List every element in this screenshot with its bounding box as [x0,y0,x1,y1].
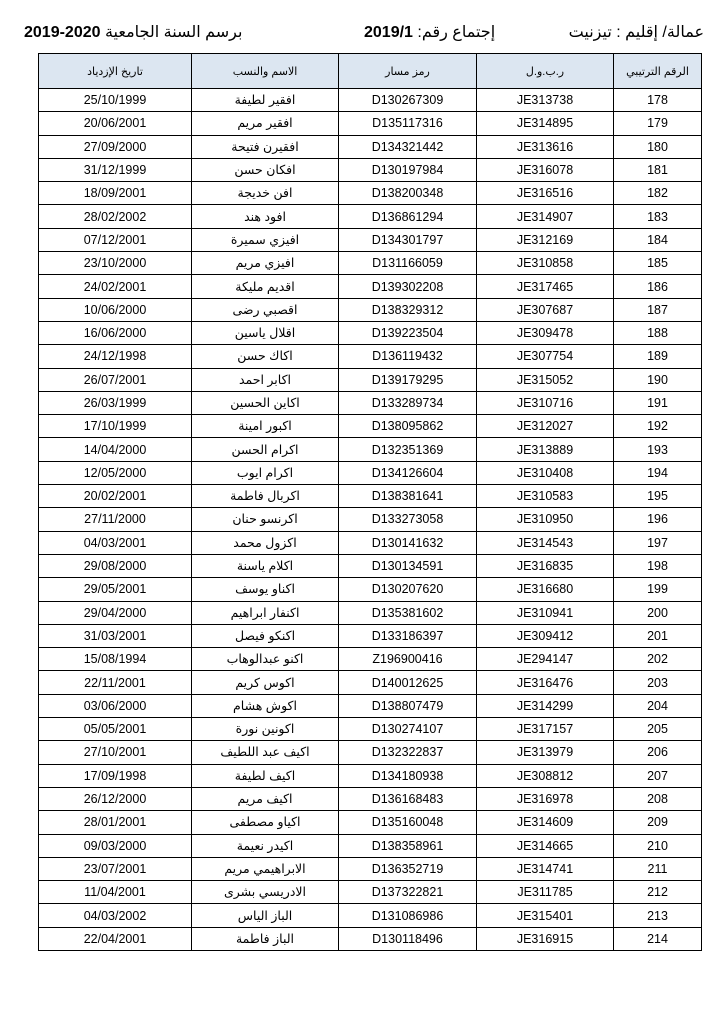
massar-code-cell: D134301797 [339,228,477,251]
table-row [39,205,702,228]
order-number-cell: 185 [614,252,702,275]
cin-cell: JE311785 [477,881,614,904]
table-row [39,881,702,904]
name-cell: اكوش هشام [192,694,339,717]
cin-cell: JE310950 [477,508,614,531]
massar-code-cell: D133186397 [339,624,477,647]
cin-cell: JE313616 [477,135,614,158]
order-number-cell: 203 [614,671,702,694]
order-number-cell: 196 [614,508,702,531]
table-row [39,601,702,624]
order-number-cell: 186 [614,275,702,298]
cin-cell: JE294147 [477,648,614,671]
order-number-cell: 189 [614,345,702,368]
massar-code-cell: D132322837 [339,741,477,764]
name-cell: اكاين الحسين [192,391,339,414]
cin-cell: JE312169 [477,228,614,251]
cin-cell: JE313889 [477,438,614,461]
name-cell: اكيدر نعيمة [192,834,339,857]
table-row [39,415,702,438]
cin-cell: JE310408 [477,461,614,484]
table-row [39,275,702,298]
massar-code-cell: D138807479 [339,694,477,717]
table-row [39,158,702,181]
massar-code-cell: D138329312 [339,298,477,321]
name-cell: اكونين نورة [192,718,339,741]
cin-cell: JE314299 [477,694,614,717]
name-cell: اكناو يوسف [192,578,339,601]
cin-cell: JE315052 [477,368,614,391]
name-cell: افقيرن فتيحة [192,135,339,158]
cin-cell: JE315401 [477,904,614,927]
massar-code-cell: D130197984 [339,158,477,181]
table-row [39,904,702,927]
order-number-cell: 199 [614,578,702,601]
table-row [39,321,702,344]
massar-code-cell: Z196900416 [339,648,477,671]
table-row [39,764,702,787]
birth-date-cell: 17/10/1999 [39,415,192,438]
name-cell: الادريسي بشرى [192,881,339,904]
order-number-cell: 208 [614,787,702,810]
name-cell: الابراهيمي مريم [192,857,339,880]
massar-code-cell: D138381641 [339,485,477,508]
cin-cell: JE316915 [477,927,614,950]
table-row [39,182,702,205]
name-cell: اكرنسو حنان [192,508,339,531]
birth-date-cell: 22/04/2001 [39,927,192,950]
birth-date-cell: 29/08/2000 [39,554,192,577]
table-row [39,112,702,135]
massar-code-cell: D136168483 [339,787,477,810]
name-cell: افن خديجة [192,182,339,205]
table-row [39,345,702,368]
table-row [39,787,702,810]
prefecture-label: عمالة/ إقليم : تيزنيت [568,24,704,41]
birth-date-cell: 29/05/2001 [39,578,192,601]
academic-year-label: برسم السنة الجامعية [104,24,243,41]
order-number-cell: 195 [614,485,702,508]
table-row [39,554,702,577]
cin-cell: JE317157 [477,718,614,741]
name-cell: اقصبي رضى [192,298,339,321]
order-number-cell: 214 [614,927,702,950]
name-cell: افقير مريم [192,112,339,135]
order-number-cell: 207 [614,764,702,787]
massar-code-cell: D130267309 [339,89,477,112]
massar-code-cell: D134321442 [339,135,477,158]
name-cell: الباز فاطمة [192,927,339,950]
order-number-cell: 211 [614,857,702,880]
order-number-cell: 187 [614,298,702,321]
birth-date-cell: 28/01/2001 [39,811,192,834]
massar-code-cell: D140012625 [339,671,477,694]
cin-cell: JE317465 [477,275,614,298]
cin-cell: JE314895 [477,112,614,135]
order-number-cell: 201 [614,624,702,647]
table-row [39,485,702,508]
cin-cell: JE312027 [477,415,614,438]
massar-code-cell: D134180938 [339,764,477,787]
birth-date-cell: 23/07/2001 [39,857,192,880]
cin-cell: JE316835 [477,554,614,577]
birth-date-cell: 26/03/1999 [39,391,192,414]
order-number-cell: 209 [614,811,702,834]
massar-code-cell: D133273058 [339,508,477,531]
cin-cell: JE314741 [477,857,614,880]
academic-year [24,20,242,46]
order-number-cell: 197 [614,531,702,554]
cin-cell: JE310716 [477,391,614,414]
name-cell: اكيف عبد اللطيف [192,741,339,764]
table-row [39,531,702,554]
column-header-massar-code: رمز مسار [339,54,477,89]
column-header-order-number: الرقم الترتيبي [614,54,702,89]
table-row [39,671,702,694]
massar-code-cell: D134126604 [339,461,477,484]
name-cell: اكياو مصطفى [192,811,339,834]
table-row [39,741,702,764]
cin-cell: JE316516 [477,182,614,205]
birth-date-cell: 27/10/2001 [39,741,192,764]
name-cell: اكنفار ابراهيم [192,601,339,624]
order-number-cell: 210 [614,834,702,857]
birth-date-cell: 18/09/2001 [39,182,192,205]
birth-date-cell: 24/02/2001 [39,275,192,298]
massar-code-cell: D138095862 [339,415,477,438]
birth-date-cell: 04/03/2002 [39,904,192,927]
name-cell: اكنو عبدالوهاب [192,648,339,671]
cin-cell: JE316078 [477,158,614,181]
massar-code-cell: D136352719 [339,857,477,880]
order-number-cell: 188 [614,321,702,344]
birth-date-cell: 04/03/2001 [39,531,192,554]
name-cell: اكلام ياسنة [192,554,339,577]
name-cell: افيزي سميرة [192,228,339,251]
massar-code-cell: D130274107 [339,718,477,741]
order-number-cell: 183 [614,205,702,228]
name-cell: اكربال فاطمة [192,485,339,508]
birth-date-cell: 26/12/2000 [39,787,192,810]
birth-date-cell: 09/03/2000 [39,834,192,857]
cin-cell: JE307687 [477,298,614,321]
birth-date-cell: 28/02/2002 [39,205,192,228]
birth-date-cell: 20/02/2001 [39,485,192,508]
table-row [39,438,702,461]
cin-cell: JE309478 [477,321,614,344]
cin-cell: JE316680 [477,578,614,601]
name-cell: افود هند [192,205,339,228]
table-row [39,857,702,880]
birth-date-cell: 03/06/2000 [39,694,192,717]
massar-code-cell: D133289734 [339,391,477,414]
name-cell: اكيف لطيفة [192,764,339,787]
table-row [39,391,702,414]
order-number-cell: 193 [614,438,702,461]
massar-code-cell: D139223504 [339,321,477,344]
name-cell: اكابر احمد [192,368,339,391]
name-cell: افقير لطيفة [192,89,339,112]
massar-code-cell: D139302208 [339,275,477,298]
cin-cell: JE310941 [477,601,614,624]
massar-code-cell: D136861294 [339,205,477,228]
column-header-birth-date: تاريخ الإزدياد [39,54,192,89]
cin-cell: JE307754 [477,345,614,368]
birth-date-cell: 27/11/2000 [39,508,192,531]
birth-date-cell: 16/06/2000 [39,321,192,344]
massar-code-cell: D131166059 [339,252,477,275]
birth-date-cell: 20/06/2001 [39,112,192,135]
table-row [39,624,702,647]
order-number-cell: 200 [614,601,702,624]
academic-year-value: 2020-2019 [24,24,101,41]
table-body [39,89,702,951]
table-row [39,135,702,158]
order-number-cell: 213 [614,904,702,927]
birth-date-cell: 23/10/2000 [39,252,192,275]
name-cell: اكبور امينة [192,415,339,438]
order-number-cell: 179 [614,112,702,135]
birth-date-cell: 27/09/2000 [39,135,192,158]
table-row [39,461,702,484]
table-row [39,927,702,950]
name-cell: اكرام ايوب [192,461,339,484]
order-number-cell: 192 [614,415,702,438]
massar-code-cell: D135160048 [339,811,477,834]
table-row [39,718,702,741]
name-cell: اكاك حسن [192,345,339,368]
cin-cell: JE316978 [477,787,614,810]
massar-code-cell: D130207620 [339,578,477,601]
order-number-cell: 206 [614,741,702,764]
column-header-cin: ر.ب.و.ل [477,54,614,89]
cin-cell: JE310583 [477,485,614,508]
cin-cell: JE314907 [477,205,614,228]
table-row [39,834,702,857]
massar-code-cell: D137322821 [339,881,477,904]
column-header-name: الاسم والنسب [192,54,339,89]
table-row [39,368,702,391]
massar-code-cell: D135117316 [339,112,477,135]
table-row [39,694,702,717]
massar-code-cell: D136119432 [339,345,477,368]
cin-cell: JE316476 [477,671,614,694]
massar-code-cell: D135381602 [339,601,477,624]
birth-date-cell: 12/05/2000 [39,461,192,484]
name-cell: اكوس كريم [192,671,339,694]
name-cell: اكنكو فيصل [192,624,339,647]
name-cell: افيزي مريم [192,252,339,275]
cin-cell: JE309412 [477,624,614,647]
order-number-cell: 180 [614,135,702,158]
meeting-number: 2019/1 [364,24,413,41]
birth-date-cell: 05/05/2001 [39,718,192,741]
order-number-cell: 178 [614,89,702,112]
birth-date-cell: 17/09/1998 [39,764,192,787]
order-number-cell: 182 [614,182,702,205]
name-cell: اقلال ياسين [192,321,339,344]
massar-code-cell: D138358961 [339,834,477,857]
massar-code-cell: D139179295 [339,368,477,391]
birth-date-cell: 14/04/2000 [39,438,192,461]
order-number-cell: 205 [614,718,702,741]
birth-date-cell: 10/06/2000 [39,298,192,321]
order-number-cell: 194 [614,461,702,484]
cin-cell: JE308812 [477,764,614,787]
table-row [39,252,702,275]
name-cell: اقديم مليكة [192,275,339,298]
order-number-cell: 212 [614,881,702,904]
massar-code-cell: D138200348 [339,182,477,205]
table-row [39,508,702,531]
birth-date-cell: 25/10/1999 [39,89,192,112]
table-row [39,298,702,321]
name-cell: الباز الياس [192,904,339,927]
page-header [24,20,704,46]
massar-code-cell: D130118496 [339,927,477,950]
cin-cell: JE313979 [477,741,614,764]
meeting-label: إجتماع رقم: [417,24,496,41]
name-cell: افكان حسن [192,158,339,181]
order-number-cell: 191 [614,391,702,414]
table-row [39,648,702,671]
meeting-info [364,20,495,46]
birth-date-cell: 31/12/1999 [39,158,192,181]
order-number-cell: 190 [614,368,702,391]
cin-cell: JE314609 [477,811,614,834]
order-number-cell: 204 [614,694,702,717]
table-row [39,89,702,112]
birth-date-cell: 26/07/2001 [39,368,192,391]
name-cell: اكزول محمد [192,531,339,554]
birth-date-cell: 29/04/2000 [39,601,192,624]
cin-cell: JE313738 [477,89,614,112]
cin-cell: JE310858 [477,252,614,275]
cin-cell: JE314543 [477,531,614,554]
student-roster-table [38,53,702,951]
order-number-cell: 198 [614,554,702,577]
birth-date-cell: 15/08/1994 [39,648,192,671]
cin-cell: JE314665 [477,834,614,857]
birth-date-cell: 24/12/1998 [39,345,192,368]
order-number-cell: 184 [614,228,702,251]
name-cell: اكيف مريم [192,787,339,810]
name-cell: اكرام الحسن [192,438,339,461]
massar-code-cell: D131086986 [339,904,477,927]
massar-code-cell: D130134591 [339,554,477,577]
massar-code-cell: D132351369 [339,438,477,461]
massar-code-cell: D130141632 [339,531,477,554]
birth-date-cell: 31/03/2001 [39,624,192,647]
birth-date-cell: 07/12/2001 [39,228,192,251]
birth-date-cell: 11/04/2001 [39,881,192,904]
table-row [39,228,702,251]
order-number-cell: 181 [614,158,702,181]
birth-date-cell: 22/11/2001 [39,671,192,694]
table-header-row [39,54,702,89]
table-row [39,578,702,601]
table-row [39,811,702,834]
order-number-cell: 202 [614,648,702,671]
